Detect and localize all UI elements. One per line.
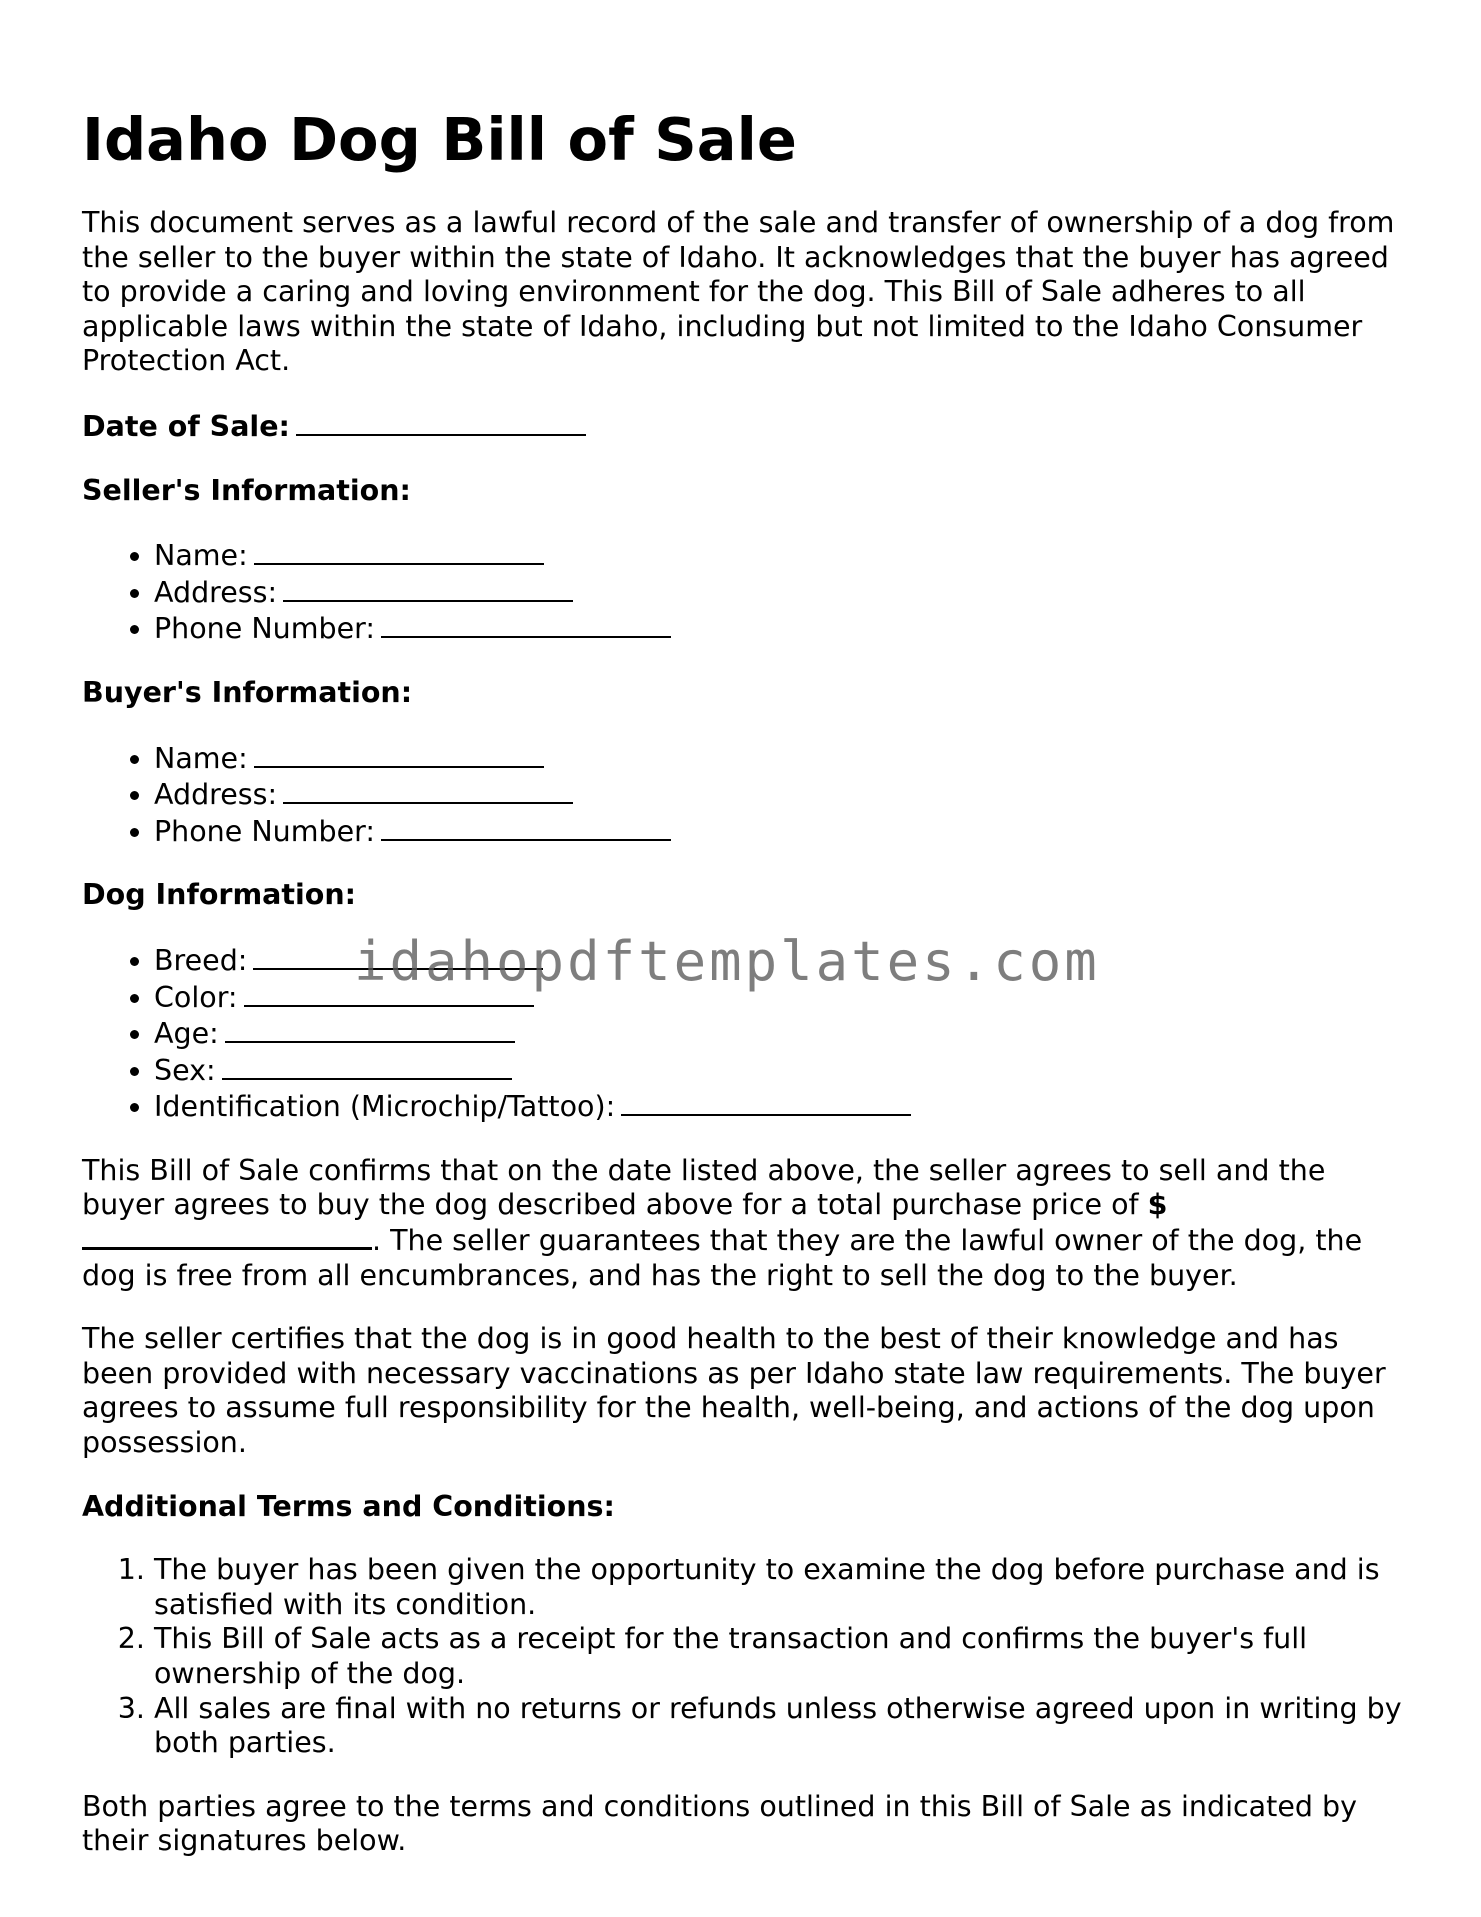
buyer-heading: Buyer's Information: — [82, 675, 413, 709]
buyer-phone-blank[interactable] — [381, 813, 671, 841]
seller-name-blank[interactable] — [254, 537, 544, 565]
term-item: 3. All sales are final with no returns or refunds unless otherwise agreed upon in writing by both parties. — [154, 1692, 1412, 1761]
confirmation-text-before: This Bill of Sale confirms that on the date listed above, the seller agrees to sell and the buyer agrees to buy the dog described above for a total purchase price of — [82, 1153, 1326, 1222]
buyer-address-blank[interactable] — [283, 776, 573, 804]
confirmation-paragraph — [82, 1154, 1412, 1293]
watermark: idahopdftemplates.com — [354, 930, 1100, 993]
field-label: Name: — [154, 539, 248, 573]
seller-phone-field — [154, 610, 1412, 647]
buyer-fields — [82, 740, 1412, 850]
price-blank[interactable] — [82, 1223, 372, 1250]
buyer-name-blank[interactable] — [254, 740, 544, 768]
term-item: 1. The buyer has been given the opportunity to examine the dog before purchase and is satisfied with its condition. — [154, 1553, 1412, 1622]
terms-list — [82, 1553, 1412, 1761]
closing-paragraph: Both parties agree to the terms and conditions outlined in this Bill of Sale as indicated by their signatures below. — [82, 1789, 1357, 1858]
dog-age-blank[interactable] — [225, 1015, 515, 1043]
buyer-phone-field — [154, 813, 1412, 850]
buyer-name-field — [154, 740, 1412, 777]
date-of-sale-blank[interactable] — [296, 408, 586, 436]
dog-age-field — [154, 1015, 1412, 1052]
seller-phone-blank[interactable] — [381, 610, 671, 638]
dog-sex-blank[interactable] — [222, 1052, 512, 1080]
seller-heading: Seller's Information: — [82, 473, 411, 507]
confirmation-text-after: . The seller guarantees that they are the lawful owner of the dog, the dog is free from all encumbrances, and has the right to sell the dog to the buyer. — [82, 1224, 1363, 1292]
field-label: Name: — [154, 741, 248, 775]
terms-heading: Additional Terms and Conditions: — [82, 1489, 615, 1523]
seller-address-field — [154, 574, 1412, 611]
field-label: Phone Number: — [154, 814, 375, 848]
seller-address-blank[interactable] — [283, 574, 573, 602]
field-label: Age: — [154, 1017, 219, 1051]
currency-symbol: $ — [1147, 1188, 1168, 1222]
dog-identification-blank[interactable] — [621, 1088, 911, 1116]
health-paragraph: The seller certifies that the dog is in good health to the best of their knowledge and has been provided with necessary vaccinations as per Idaho state law requirements. The buyer agrees to assume full responsibility for the health, well-being, and actions of the dog upon possession. — [82, 1322, 1386, 1460]
dog-identification-field — [154, 1088, 1412, 1125]
dog-sex-field — [154, 1052, 1412, 1089]
field-label: Breed: — [154, 943, 248, 977]
date-of-sale-label: Date of Sale: — [82, 409, 290, 443]
page-title: Idaho Dog Bill of Sale — [82, 105, 797, 174]
dog-heading: Dog Information: — [82, 878, 357, 912]
field-label: Address: — [154, 575, 278, 609]
field-label: Identification (Microchip/Tattoo): — [154, 1090, 616, 1124]
field-label: Address: — [154, 778, 278, 812]
date-of-sale-field — [82, 408, 1412, 445]
field-label: Color: — [154, 980, 238, 1014]
term-item: 2. This Bill of Sale acts as a receipt for the transaction and confirms the buyer's full ownership of the dog. — [154, 1622, 1412, 1691]
seller-name-field — [154, 537, 1412, 574]
intro-paragraph: This document serves as a lawful record of the sale and transfer of ownership of a dog from the seller to the buyer within the state of Idaho. It acknowledges that the buyer has agreed to provide a caring and loving environment for the dog. This Bill of Sale adheres to all applicable laws within the state of Idaho, including but not limited to the Idaho Consumer Protection Act. — [82, 206, 1395, 378]
seller-fields — [82, 537, 1412, 647]
field-label: Phone Number: — [154, 612, 375, 646]
field-label: Sex: — [154, 1053, 216, 1087]
buyer-address-field — [154, 776, 1412, 813]
